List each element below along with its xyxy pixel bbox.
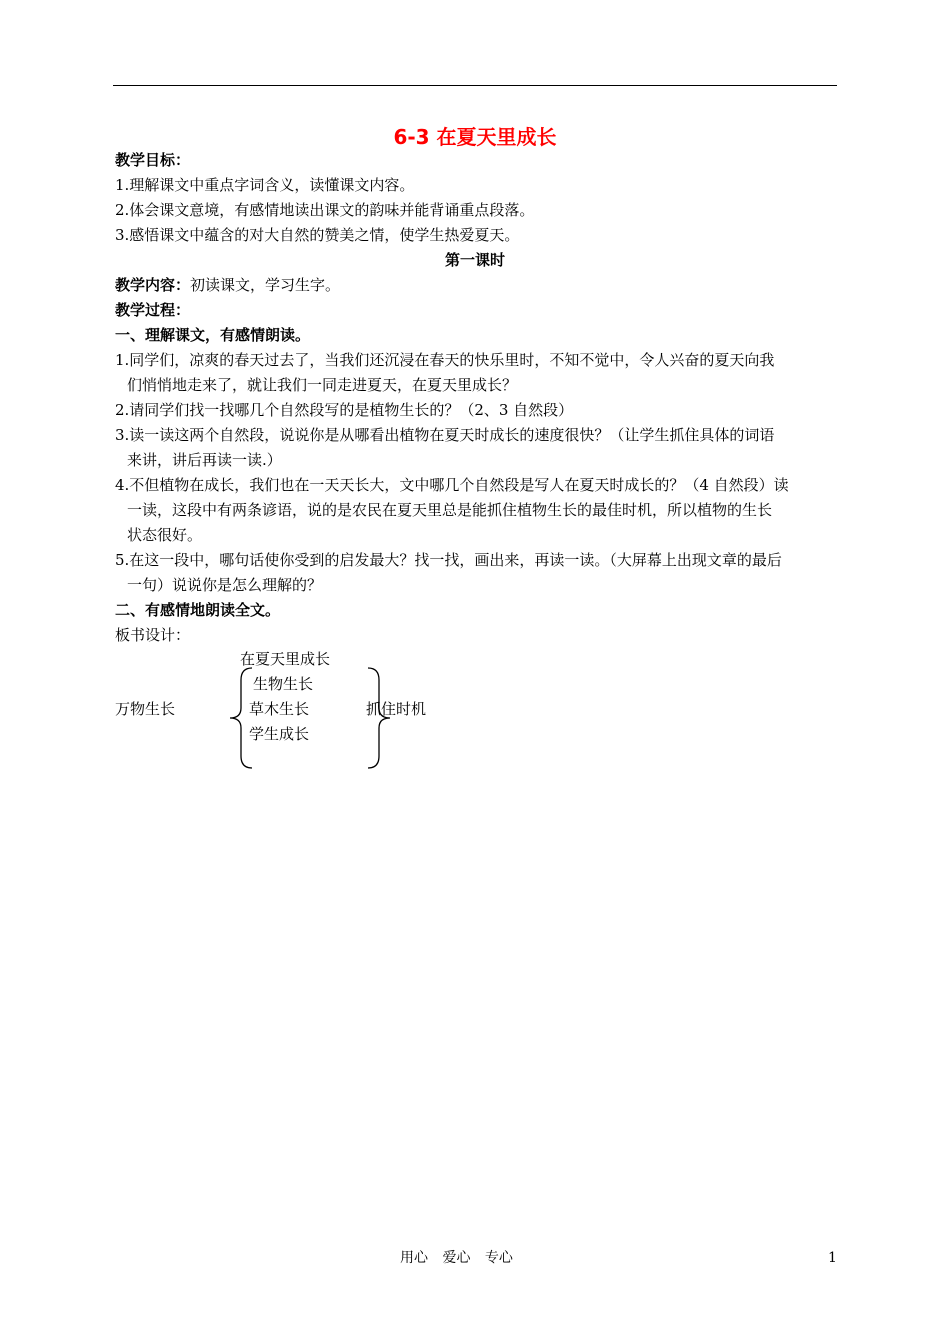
objective-item-1: 1.理解课文中重点字词含义，读懂课文内容。	[115, 176, 415, 194]
objectives-heading: 教学目标：	[115, 151, 191, 169]
board-label: 板书设计：	[115, 626, 191, 644]
step-5-line-1: 5.在这一段中，哪句话使你受到的启发最大？找一找，画出来，再读一读。（大屏幕上出现文章的最后	[115, 551, 782, 569]
page-title: 6-3 在夏天里成长	[393, 125, 557, 149]
board-title: 在夏天里成长	[240, 650, 331, 668]
section2-heading: 二、有感情地朗读全文。	[115, 601, 281, 619]
step-5-line-2: 一句）说说你是怎么理解的？	[127, 576, 323, 594]
step-1-line-2: 们悄悄地走来了，就让我们一同走进夏天，在夏天里成长？	[127, 376, 518, 394]
step-2-line-1: 2.请同学们找一找哪几个自然段写的是植物生长的？（2、3 自然段）	[115, 401, 574, 419]
left-brace	[226, 664, 256, 772]
step-3-line-2: 来讲，讲后再读一读.）	[127, 451, 282, 469]
board-left-label: 万物生长	[115, 700, 176, 718]
board-item-3: 学生成长	[249, 725, 310, 743]
footer-text: 用心 爱心 专心	[400, 1250, 513, 1266]
objective-item-2: 2.体会课文意境，有感情地读出课文的韵味并能背诵重点段落。	[115, 201, 535, 219]
content-text: 初读课文，学习生字。	[190, 276, 341, 294]
right-brace	[364, 664, 394, 772]
objective-item-3: 3.感悟课文中蕴含的对大自然的赞美之情，使学生热爱夏天。	[115, 226, 520, 244]
content-line	[115, 273, 340, 298]
lesson-heading: 第一课时	[444, 251, 505, 269]
board-item-2: 草木生长	[249, 700, 310, 718]
step-4-line-3: 状态很好。	[127, 526, 203, 544]
process-heading: 教学过程：	[115, 301, 191, 319]
header-rule	[113, 85, 837, 86]
page-number: 1	[828, 1250, 837, 1266]
section1-heading: 一、理解课文，有感情朗读。	[115, 326, 311, 344]
board-right-label: 抓住时机	[366, 700, 427, 718]
content-label: 教学内容：	[115, 276, 191, 294]
step-1-line-1: 1.同学们，凉爽的春天过去了，当我们还沉浸在春天的快乐里时，不知不觉中，令人兴奋的夏天向我	[115, 351, 775, 369]
step-4-line-1: 4.不但植物在成长，我们也在一天天长大，文中哪几个自然段是写人在夏天时成长的？（4 自然段）读	[115, 476, 789, 494]
step-4-line-2: 一读，这段中有两条谚语，说的是农民在夏天里总是能抓住植物生长的最佳时机，所以植物的生长	[127, 501, 773, 519]
step-3-line-1: 3.读一读这两个自然段，说说你是从哪看出植物在夏天时成长的速度很快？（让学生抓住具体的词语	[115, 426, 775, 444]
board-item-1: 生物生长	[253, 675, 314, 693]
